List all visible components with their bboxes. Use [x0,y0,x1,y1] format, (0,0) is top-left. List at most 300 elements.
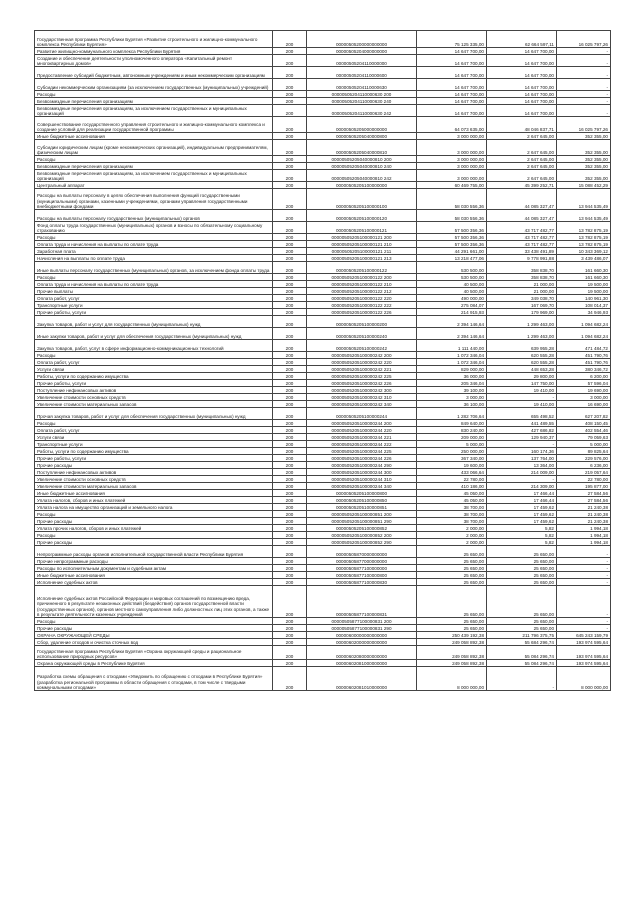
row-approved-amount-cell: 25 650,00 [417,546,487,558]
row-executed-amount-cell: 43 717 482,77 [487,234,557,241]
row-classification-code-cell: 00000505205100000240 [307,328,417,340]
row-approved-amount-cell: 433 066,64 [417,469,487,476]
row-executed-amount-cell: 21 000,00 [487,281,557,288]
row-unexecuted-amount-cell: 352 355,00 [557,140,611,156]
row-classification-code-cell: 00000505204110000630 200 [307,91,417,98]
row-classification-code-cell: 00000505205100000100 [307,189,417,210]
row-classification-code-cell: 00000505205100000122 200 [307,274,417,281]
row-unexecuted-amount-cell: 16 025 797,26 [557,117,611,133]
row-executed-amount-cell: 211 796 375,75 [487,632,557,639]
row-executed-amount-cell: 2 647 645,00 [487,156,557,163]
row-classification-code-cell: 00000505205040000810 242 [307,170,417,182]
row-line-code-cell: 200 [273,316,307,328]
row-name-cell: Транспортные услуги [35,441,273,448]
row-approved-amount-cell: 25 650,00 [417,618,487,625]
row-unexecuted-amount-cell: 1 094 682,24 [557,328,611,340]
row-approved-amount-cell: 250 000,00 [417,448,487,455]
table-row [35,618,611,625]
row-classification-code-cell: 00000505205100000244 225 [307,448,417,455]
row-unexecuted-amount-cell: 10 343 369,12 [557,248,611,255]
table-row [35,98,611,105]
row-unexecuted-amount-cell: 27 584,56 [557,497,611,504]
row-unexecuted-amount-cell: 3 000,00 [557,394,611,401]
row-line-code-cell: 200 [273,262,307,274]
row-unexecuted-amount-cell: 57 596,04 [557,380,611,387]
row-executed-amount-cell: 17 459,62 [487,504,557,511]
row-classification-code-cell: 00000602081000000000 [307,660,417,667]
table-row [35,281,611,288]
row-name-cell: Непрограммные расходы органов исполнительной государственной власти Республики Бурятия [35,546,273,558]
row-executed-amount-cell: 448 653,28 [487,366,557,373]
table-row [35,288,611,295]
row-classification-code-cell: 00000505205100000244 222 [307,441,417,448]
row-approved-amount-cell: 25 650,00 [417,579,487,586]
row-line-code-cell: 200 [273,401,307,408]
row-name-cell: Совершенствование государственного управления строительного и жилищно-коммунального комплекса и создание условий для реализации государственной программы [35,117,273,133]
row-name-cell: Поступление нефинансовых активов [35,469,273,476]
row-approved-amount-cell: 367 340,00 [417,455,487,462]
row-classification-code-cell: 00000505204110000630 [307,79,417,91]
row-approved-amount-cell: 2 000,00 [417,539,487,546]
row-name-cell: Оплата труда и начисления на выплаты по оплате труда [35,241,273,248]
row-name-cell: Иные закупки товаров, работ и услуг для обеспечения государственных (муниципальных) нужд [35,328,273,340]
row-unexecuted-amount-cell: 3 439 486,07 [557,255,611,262]
row-name-cell: Безвозмездные перечисления организациям, за исключением государственных и муниципальных организаций [35,170,273,182]
row-classification-code-cell: 00000505205100000122 220 [307,295,417,302]
table-row [35,234,611,241]
row-name-cell: Увеличение стоимости основных средств [35,394,273,401]
table-row [35,255,611,262]
row-executed-amount-cell: 44 085 327,47 [487,189,557,210]
row-name-cell: Услуги связи [35,366,273,373]
row-name-cell: Закупка товаров, работ, услуг в сфере информационно-коммуникационных технологий [35,340,273,352]
row-approved-amount-cell: 830 240,00 [417,427,487,434]
row-approved-amount-cell: 2 394 146,64 [417,316,487,328]
row-unexecuted-amount-cell: - [557,618,611,625]
table-row [35,511,611,518]
row-approved-amount-cell: 45 050,00 [417,490,487,497]
row-name-cell: Заработная плата [35,248,273,255]
table-row [35,133,611,140]
row-approved-amount-cell: 22 780,00 [417,476,487,483]
row-unexecuted-amount-cell: 229 576,00 [557,455,611,462]
row-line-code-cell: 200 [273,546,307,558]
row-classification-code-cell: 00000505205100000244 340 [307,483,417,490]
row-line-code-cell: 200 [273,98,307,105]
table-row [35,632,611,639]
row-line-code-cell: 200 [273,234,307,241]
row-classification-code-cell: 00000505204110000630 242 [307,105,417,117]
row-executed-amount-cell: 25 650,00 [487,586,557,618]
table-row [35,117,611,133]
row-classification-code-cell: 00000505877100000831 [307,586,417,618]
row-unexecuted-amount-cell: 627 207,82 [557,408,611,420]
row-line-code-cell: 200 [273,518,307,525]
row-approved-amount-cell: 14 647 700,00 [417,98,487,105]
row-line-code-cell: 200 [273,434,307,441]
row-executed-amount-cell: 179 969,00 [487,309,557,316]
row-approved-amount-cell: 275 084,07 [417,302,487,309]
row-line-code-cell: 200 [273,79,307,91]
row-name-cell: Оплата работ, услуг [35,295,273,302]
row-classification-code-cell: 00000505205100000242 225 [307,373,417,380]
row-executed-amount-cell: 14 647 700,00 [487,98,557,105]
table-row [35,373,611,380]
row-executed-amount-cell: 9 778 991,88 [487,255,557,262]
row-line-code-cell: 200 [273,420,307,427]
row-executed-amount-cell: 2 647 645,00 [487,140,557,156]
row-line-code-cell: 200 [273,394,307,401]
table-row [35,565,611,572]
row-name-cell: Центральный аппарат [35,182,273,189]
row-executed-amount-cell: 14 647 700,00 [487,55,557,67]
table-row [35,401,611,408]
table-row [35,462,611,469]
row-unexecuted-amount-cell: - [557,586,611,618]
row-line-code-cell: 200 [273,170,307,182]
row-name-cell: Создание и обеспечение деятельности уполномоченного оператора «Капитальный ремонт многоквартирных домов» [35,55,273,67]
row-classification-code-cell: 00000505205100000242 [307,340,417,352]
table-row [35,380,611,387]
row-approved-amount-cell: 3 000 000,00 [417,140,487,156]
row-approved-amount-cell: 1 111 440,00 [417,340,487,352]
row-approved-amount-cell: 8 000 000,00 [417,667,487,691]
row-approved-amount-cell: 57 500 356,36 [417,241,487,248]
table-row [35,420,611,427]
row-executed-amount-cell: 137 764,00 [487,455,557,462]
row-approved-amount-cell: 214 915,93 [417,309,487,316]
row-classification-code-cell: 00000602000000000000 [307,639,417,646]
row-executed-amount-cell: 147 750,00 [487,380,557,387]
row-unexecuted-amount-cell: 21 240,38 [557,504,611,511]
table-row [35,387,611,394]
table-row [35,639,611,646]
row-unexecuted-amount-cell: 161 660,30 [557,274,611,281]
row-executed-amount-cell: 2 647 645,00 [487,170,557,182]
row-approved-amount-cell: 75 125 335,00 [417,31,487,48]
table-row [35,79,611,91]
row-approved-amount-cell: 57 500 356,36 [417,234,487,241]
row-name-cell: Государственная программа Республики Бурятия «Охрана окружающей среды и рациональное использование природных ресурсов» [35,646,273,660]
row-line-code-cell: 200 [273,156,307,163]
row-approved-amount-cell: 2 000,00 [417,525,487,532]
row-name-cell: Охрана окружающей среды в Республике Бурятия [35,660,273,667]
row-approved-amount-cell: 64 073 635,00 [417,117,487,133]
row-executed-amount-cell: 55 084 296,74 [487,660,557,667]
row-classification-code-cell: 00000505205040000810 240 [307,163,417,170]
table-row [35,546,611,558]
row-approved-amount-cell: 25 650,00 [417,625,487,632]
row-approved-amount-cell: 14 647 700,00 [417,55,487,67]
row-unexecuted-amount-cell: 13 944 535,49 [557,189,611,210]
row-unexecuted-amount-cell: - [557,48,611,55]
row-line-code-cell: 200 [273,105,307,117]
table-row [35,572,611,579]
row-unexecuted-amount-cell: 1 094 682,24 [557,316,611,328]
row-executed-amount-cell: 17 466,44 [487,490,557,497]
row-approved-amount-cell: 57 500 356,36 [417,222,487,234]
row-name-cell: Субсидии некоммерческим организациям (за исключением государственных (муниципальных) учреждений) [35,79,273,91]
row-classification-code-cell: 00000505877100000831 290 [307,625,417,632]
row-approved-amount-cell: 829 000,00 [417,366,487,373]
row-classification-code-cell: 00000505205100000244 300 [307,469,417,476]
row-executed-amount-cell: 14 647 700,00 [487,67,557,79]
row-name-cell: Сбор, удаление отходов и очистка сточных вод [35,639,273,646]
row-line-code-cell: 200 [273,618,307,625]
row-line-code-cell: 200 [273,565,307,572]
row-classification-code-cell: 00000505205100000122 [307,262,417,274]
row-name-cell: Государственная программа Республики Бурятия «Развитие строительного и жилищно-коммунального комплекса Республики Бурятия» [35,31,273,48]
row-approved-amount-cell: 25 650,00 [417,586,487,618]
table-row [35,302,611,309]
row-name-cell: Расходы [35,511,273,518]
row-name-cell: Расходы по исполнительным документам и судебным актам [35,565,273,572]
row-name-cell: Расходы [35,618,273,625]
row-approved-amount-cell: 25 650,00 [417,565,487,572]
row-unexecuted-amount-cell: 471 484,72 [557,340,611,352]
row-unexecuted-amount-cell: 108 014,37 [557,302,611,309]
row-executed-amount-cell: 48 046 837,71 [487,117,557,133]
row-name-cell: Оплата работ, услуг [35,359,273,366]
row-executed-amount-cell: 214 009,00 [487,469,557,476]
table-row [35,182,611,189]
row-line-code-cell: 200 [273,469,307,476]
table-row [35,441,611,448]
row-executed-amount-cell: 358 838,70 [487,274,557,281]
row-name-cell: Транспортные услуги [35,302,273,309]
table-row [35,586,611,618]
row-approved-amount-cell: 250 439 192,38 [417,632,487,639]
row-classification-code-cell: 00000505205100000122 212 [307,288,417,295]
row-name-cell: Предоставление субсидий бюджетным, автономным учреждениям и иным некоммерческим организациям [35,67,273,79]
row-line-code-cell: 200 [273,133,307,140]
row-name-cell: Прочие работы, услуги [35,455,273,462]
row-classification-code-cell: 00000505877100000800 [307,572,417,579]
row-executed-amount-cell: 129 940,37 [487,434,557,441]
row-line-code-cell: 200 [273,646,307,660]
row-executed-amount-cell: 1 299 463,00 [487,316,557,328]
row-unexecuted-amount-cell: 352 355,00 [557,163,611,170]
row-classification-code-cell: 00000505205100000121 211 [307,248,417,255]
row-executed-amount-cell: 62 664 597,11 [487,31,557,48]
row-classification-code-cell: 00000505205100000244 310 [307,476,417,483]
row-name-cell: Прочие расходы [35,462,273,469]
row-executed-amount-cell: 25 650,00 [487,618,557,625]
budget-execution-table [34,30,611,691]
row-executed-amount-cell: 44 085 327,47 [487,210,557,222]
table-row [35,328,611,340]
row-classification-code-cell: 00000505204110000630 240 [307,98,417,105]
row-executed-amount-cell: 655 498,52 [487,408,557,420]
row-name-cell: Прочие работы, услуги [35,309,273,316]
row-approved-amount-cell: 205 346,04 [417,380,487,387]
row-approved-amount-cell: 530 500,00 [417,262,487,274]
row-unexecuted-amount-cell: 19 500,00 [557,288,611,295]
row-approved-amount-cell: 2 000,00 [417,532,487,539]
row-unexecuted-amount-cell: - [557,558,611,565]
table-row [35,359,611,366]
row-executed-amount-cell: 17 459,62 [487,518,557,525]
row-line-code-cell: 200 [273,340,307,352]
row-unexecuted-amount-cell: 13 782 875,19 [557,234,611,241]
row-unexecuted-amount-cell: - [557,98,611,105]
row-classification-code-cell: 00000505205100000242 340 [307,401,417,408]
table-row [35,189,611,210]
row-line-code-cell: 200 [273,455,307,462]
row-approved-amount-cell: 3 000 000,00 [417,170,487,182]
row-executed-amount-cell: 55 084 296,74 [487,646,557,660]
table-row [35,366,611,373]
row-executed-amount-cell: 19 410,00 [487,401,557,408]
row-classification-code-cell: 00000505870000000000 [307,546,417,558]
row-unexecuted-amount-cell: 15 088 452,29 [557,182,611,189]
row-classification-code-cell: 00000505205040000810 200 [307,156,417,163]
row-unexecuted-amount-cell: 16 690,00 [557,401,611,408]
row-unexecuted-amount-cell: 21 240,38 [557,511,611,518]
row-classification-code-cell: 00000602081010000000 [307,667,417,691]
table-row [35,646,611,660]
row-line-code-cell: 200 [273,448,307,455]
row-name-cell: Уплата налога на имущество организаций и земельного налога [35,504,273,511]
row-name-cell: Безвозмездные перечисления организациям [35,163,273,170]
row-unexecuted-amount-cell: 34 946,93 [557,309,611,316]
row-name-cell: Прочие расходы [35,518,273,525]
row-unexecuted-amount-cell: - [557,67,611,79]
row-approved-amount-cell: 14 647 700,00 [417,48,487,55]
row-executed-amount-cell: 358 838,70 [487,262,557,274]
row-classification-code-cell: 00000505205100000244 290 [307,462,417,469]
row-line-code-cell: 200 [273,117,307,133]
row-line-code-cell: 200 [273,366,307,373]
row-unexecuted-amount-cell: - [557,91,611,98]
row-approved-amount-cell: 14 647 700,00 [417,79,487,91]
row-approved-amount-cell: 60 469 755,00 [417,182,487,189]
row-unexecuted-amount-cell: 79 059,63 [557,434,611,441]
row-classification-code-cell: 00000505205100000244 221 [307,434,417,441]
row-name-cell: Уплата прочих налогов, сборов и иных платежей [35,525,273,532]
row-name-cell: Безвозмездные перечисления организациям, за исключением государственных и муниципальных организаций [35,105,273,117]
row-approved-amount-cell: 3 000 000,00 [417,163,487,170]
row-approved-amount-cell: 58 030 556,36 [417,210,487,222]
table-row [35,483,611,490]
row-unexecuted-amount-cell: 21 240,38 [557,518,611,525]
row-executed-amount-cell: 33 438 491,89 [487,248,557,255]
row-line-code-cell: 200 [273,579,307,586]
row-line-code-cell: 200 [273,511,307,518]
row-approved-amount-cell: 38 700,00 [417,511,487,518]
row-line-code-cell: 200 [273,380,307,387]
row-line-code-cell: 200 [273,667,307,691]
row-executed-amount-cell: 25 650,00 [487,565,557,572]
row-unexecuted-amount-cell: 352 355,00 [557,170,611,182]
table-row [35,156,611,163]
row-approved-amount-cell: 44 291 661,00 [417,248,487,255]
row-name-cell: Расходы [35,91,273,98]
row-name-cell: Расходы [35,234,273,241]
row-line-code-cell: 200 [273,182,307,189]
row-approved-amount-cell: 14 647 700,00 [417,67,487,79]
row-name-cell: Начисления на выплаты по оплате труда [35,255,273,262]
row-classification-code-cell: 00000505205100000851 [307,504,417,511]
row-line-code-cell: 200 [273,483,307,490]
row-unexecuted-amount-cell: 5 000,00 [557,441,611,448]
row-name-cell: Субсидии юридическим лицам (кроме некоммерческих организаций), индивидуальным предпринимателям, физическим лицам [35,140,273,156]
table-row [35,241,611,248]
row-name-cell: Работы, услуги по содержанию имущества [35,373,273,380]
row-classification-code-cell: 00000505877100000830 [307,579,417,586]
row-line-code-cell: 200 [273,140,307,156]
table-row [35,408,611,420]
row-approved-amount-cell: 490 000,00 [417,295,487,302]
row-executed-amount-cell: 441 489,55 [487,420,557,427]
row-unexecuted-amount-cell: 1 994,18 [557,539,611,546]
row-line-code-cell: 200 [273,572,307,579]
table-row [35,504,611,511]
row-line-code-cell: 200 [273,625,307,632]
row-unexecuted-amount-cell: 193 974 595,64 [557,660,611,667]
row-unexecuted-amount-cell: 451 790,76 [557,352,611,359]
row-unexecuted-amount-cell: 19 690,00 [557,387,611,394]
row-unexecuted-amount-cell: 22 780,00 [557,476,611,483]
row-executed-amount-cell: 14 647 700,00 [487,91,557,98]
table-row [35,667,611,691]
row-name-cell: Прочие работы, услуги [35,380,273,387]
row-classification-code-cell: 00000600000000000000 [307,632,417,639]
row-executed-amount-cell: 25 650,00 [487,558,557,565]
row-line-code-cell: 200 [273,490,307,497]
row-executed-amount-cell: - [487,667,557,691]
table-row [35,55,611,67]
row-classification-code-cell: 00000505205100000200 [307,316,417,328]
row-unexecuted-amount-cell: - [557,579,611,586]
table-row [35,274,611,281]
row-approved-amount-cell: 36 100,00 [417,401,487,408]
row-executed-amount-cell: 17 466,44 [487,497,557,504]
row-unexecuted-amount-cell: 402 554,46 [557,427,611,434]
row-executed-amount-cell: 14 647 700,00 [487,48,557,55]
row-executed-amount-cell: 43 717 482,77 [487,222,557,234]
table-row [35,262,611,274]
row-unexecuted-amount-cell: - [557,565,611,572]
row-classification-code-cell: 00000505205100000850 [307,497,417,504]
table-row [35,394,611,401]
row-unexecuted-amount-cell: - [557,625,611,632]
table-row [35,210,611,222]
row-unexecuted-amount-cell: 645 243 159,79 [557,632,611,639]
row-approved-amount-cell: 25 650,00 [417,558,487,565]
row-name-cell: Уплата налогов, сборов и иных платежей [35,497,273,504]
row-approved-amount-cell: 1 072 346,04 [417,359,487,366]
row-unexecuted-amount-cell: 161 660,30 [557,262,611,274]
row-name-cell: Оплата работ, услуг [35,427,273,434]
table-row [35,170,611,182]
row-executed-amount-cell: 25 650,00 [487,572,557,579]
row-line-code-cell: 200 [273,248,307,255]
table-row [35,579,611,586]
row-approved-amount-cell: 3 000 000,00 [417,156,487,163]
table-row [35,316,611,328]
row-classification-code-cell: 00000505204110000000 [307,55,417,67]
row-name-cell: Расходы [35,532,273,539]
table-row [35,427,611,434]
table-row [35,625,611,632]
row-line-code-cell: 200 [273,427,307,434]
row-classification-code-cell: 00000505205100000852 290 [307,539,417,546]
row-line-code-cell: 200 [273,55,307,67]
row-classification-code-cell: 00000505205100000122 210 [307,281,417,288]
row-line-code-cell: 200 [273,586,307,618]
row-name-cell: Расходы на выплаты персоналу государственных (муниципальных) органов [35,210,273,222]
